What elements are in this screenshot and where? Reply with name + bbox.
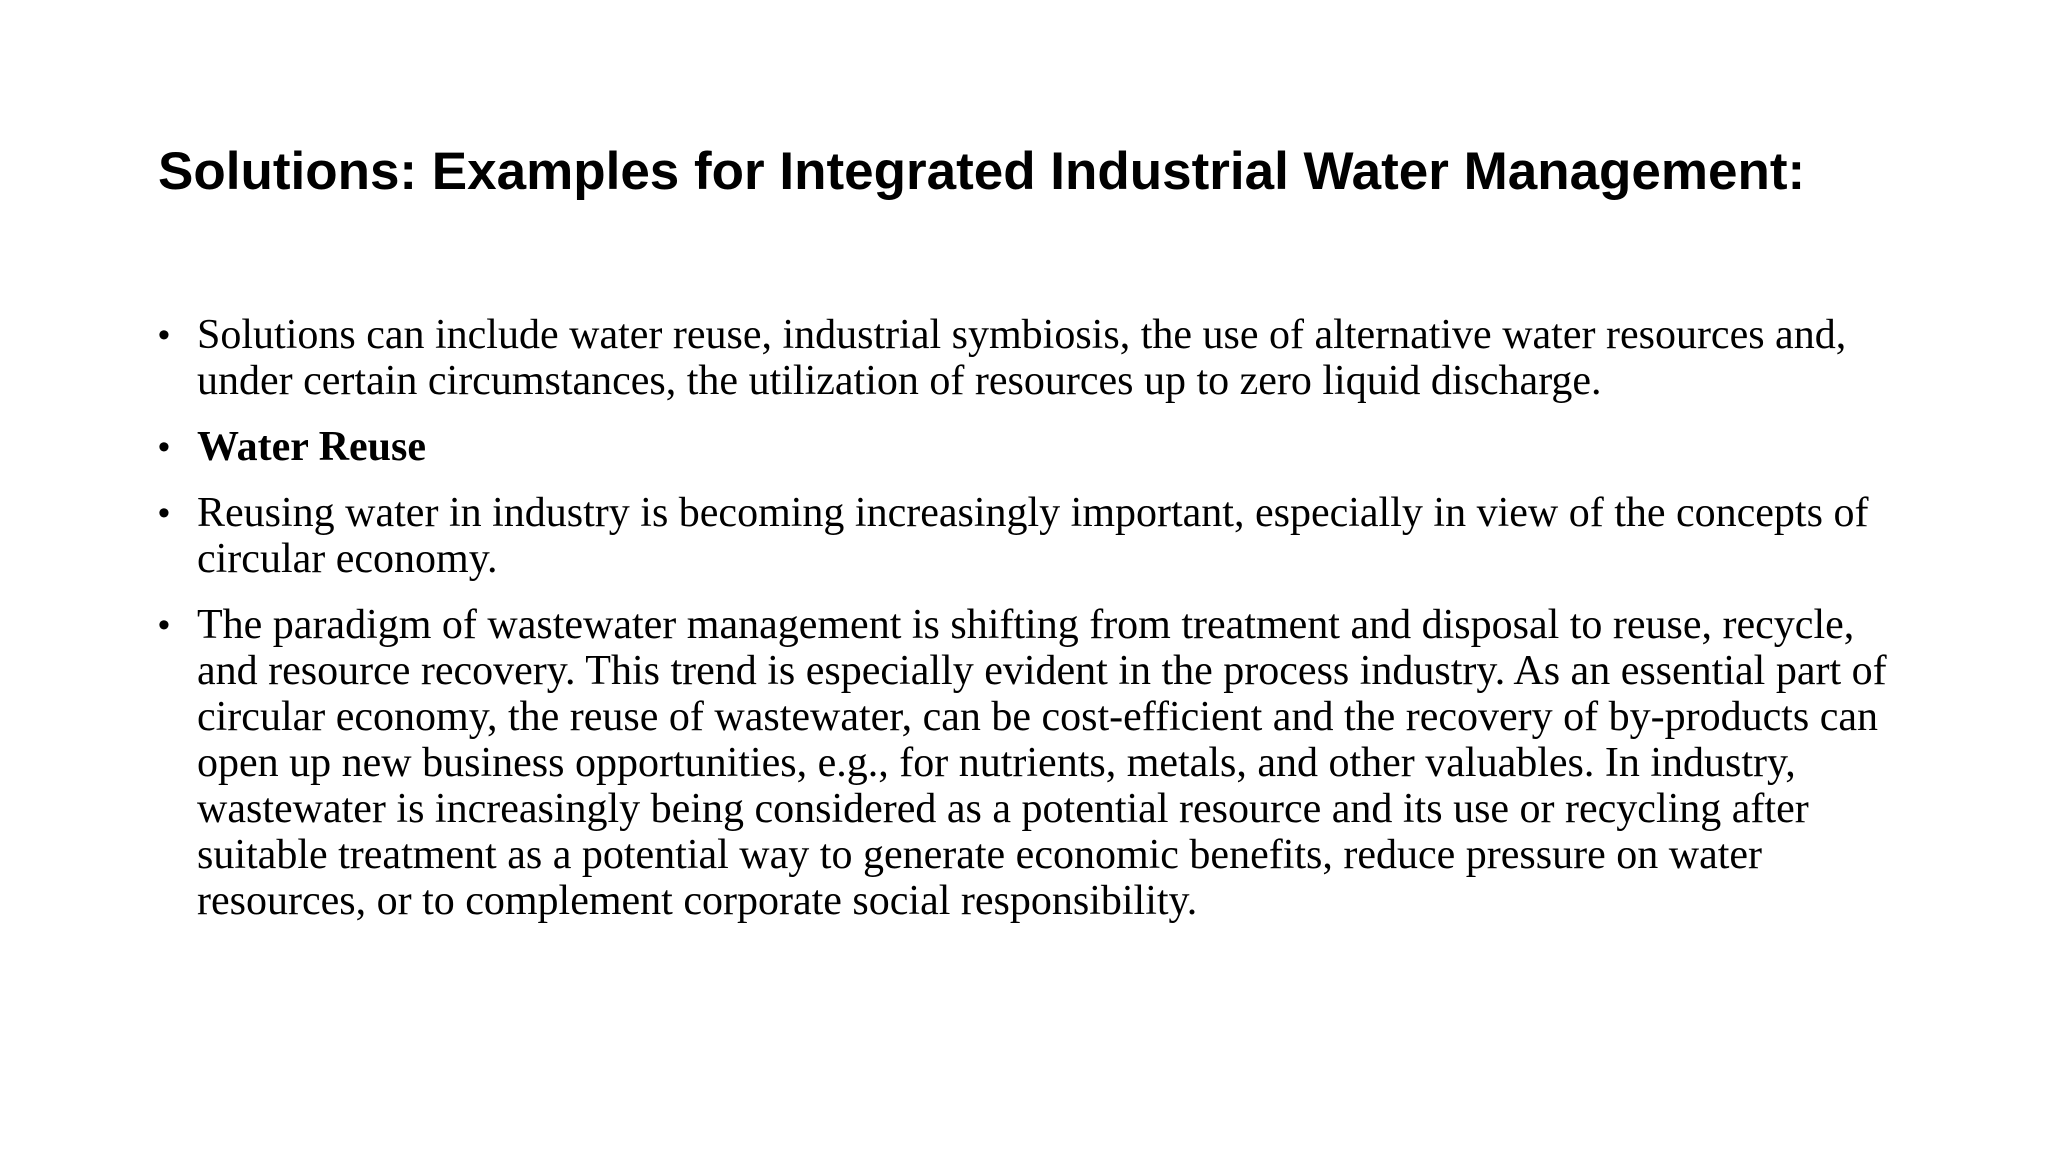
bullet-item-water-reuse-heading (158, 424, 1918, 470)
bullet-text: Water Reuse (197, 424, 427, 470)
bullet-text: Solutions can include water reuse, industrial symbiosis, the use of alternative water resources and, under certain circumstances, the utilization of resources up to zero liquid discharge. (197, 312, 1847, 404)
bullet-marker: • (158, 428, 170, 466)
bullet-text: The paradigm of wastewater management is shifting from treatment and disposal to reuse, recycle, and resource recovery. This trend is especially evident in the process industry. As an essential part of circular economy, the reuse of wastewater, can be cost-efficient and the recovery of by-products can open up new business opportunities, e.g., for nutrients, metals, and other valuables. In industry, wastewater is increasingly being considered as a potential resource and its use or recycling after suitable treatment as a potential way to generate economic benefits, reduce pressure on water resources, or to complement corporate social responsibility. (197, 602, 1887, 924)
bullet-text: Reusing water in industry is becoming increasingly important, especially in view of the concepts of circular economy. (197, 490, 1869, 582)
bullet-item-reusing-water (158, 490, 1918, 582)
bullet-marker: • (158, 606, 170, 644)
bullet-item-solutions (158, 312, 1918, 404)
bullet-list (158, 312, 1918, 944)
bullet-marker: • (158, 494, 170, 532)
bullet-item-paradigm-shift (158, 602, 1918, 924)
bullet-marker: • (158, 316, 170, 354)
slide-title: Solutions: Examples for Integrated Industrial Water Management: (158, 142, 1806, 201)
